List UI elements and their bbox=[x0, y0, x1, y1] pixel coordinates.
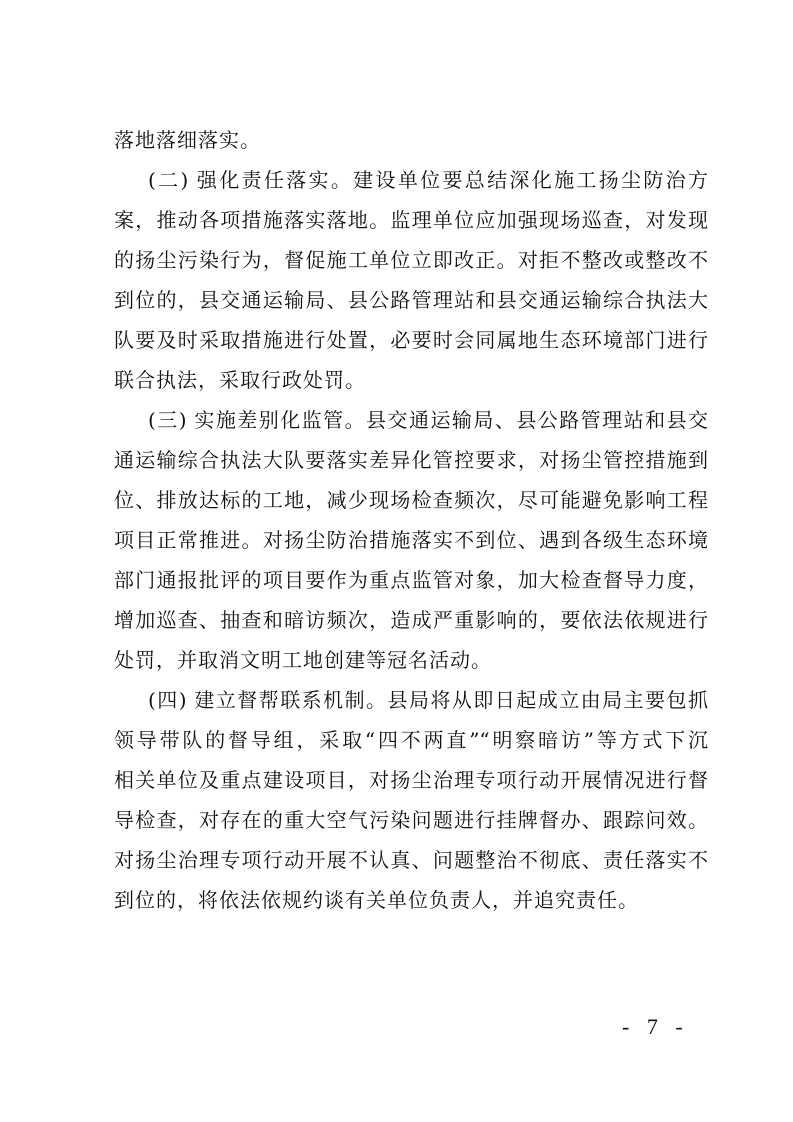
text-line: 案，推动各项措施落实落地。监理单位应加强现场巡查，对发现 bbox=[114, 208, 708, 232]
paragraph-strengthen-responsibility bbox=[114, 160, 708, 400]
paragraph-supervision-mechanism bbox=[114, 680, 708, 920]
text-line: 相关单位及重点建设项目，对扬尘治理专项行动开展情况进行督 bbox=[114, 768, 708, 792]
text-line: 队要及时采取措施进行处置，必要时会同属地生态环境部门进行 bbox=[114, 328, 708, 352]
paragraph-differentiated-supervision bbox=[114, 400, 708, 680]
section-heading-line: (二) 强化责任落实。建设单位要总结深化施工扬尘防治方 bbox=[148, 168, 708, 192]
text-line: 领导带队的督导组，采取“四不两直”“明察暗访”等方式下沉 bbox=[114, 728, 708, 752]
text-line: 增加巡查、抽查和暗访频次，造成严重影响的，要依法依规进行 bbox=[114, 608, 708, 632]
section-heading-line: (三) 实施差别化监管。县交通运输局、县公路管理站和县交 bbox=[148, 408, 708, 432]
text-line: 位、排放达标的工地，减少现场检查频次，尽可能避免影响工程 bbox=[114, 488, 708, 512]
text-line: 落地落细落实。 bbox=[114, 128, 261, 152]
text-line: 通运输综合执法大队要落实差异化管控要求，对扬尘管控措施到 bbox=[114, 448, 708, 472]
text-line: 导检查，对存在的重大空气污染问题进行挂牌督办、跟踪问效。 bbox=[114, 808, 708, 832]
text-line: 项目正常推进。对扬尘防治措施落实不到位、遇到各级生态环境 bbox=[114, 528, 708, 552]
page-number: - 7 - bbox=[622, 1014, 689, 1039]
text-line: 到位的，县交通运输局、县公路管理站和县交通运输综合执法大 bbox=[114, 288, 708, 312]
text-line: 部门通报批评的项目要作为重点监管对象，加大检查督导力度， bbox=[114, 568, 708, 592]
section-heading-line: (四) 建立督帮联系机制。县局将从即日起成立由局主要包抓 bbox=[148, 688, 708, 712]
text-line: 到位的，将依法依规约谈有关单位负责人，并追究责任。 bbox=[114, 888, 639, 912]
paragraph-continuation bbox=[114, 120, 708, 160]
text-line: 处罚，并取消文明工地创建等冠名活动。 bbox=[114, 648, 492, 672]
text-line: 联合执法，采取行政处罚。 bbox=[114, 368, 366, 392]
document-body bbox=[114, 120, 708, 920]
text-line: 对扬尘治理专项行动开展不认真、问题整治不彻底、责任落实不 bbox=[114, 848, 708, 872]
text-line: 的扬尘污染行为，督促施工单位立即改正。对拒不整改或整改不 bbox=[114, 248, 708, 272]
